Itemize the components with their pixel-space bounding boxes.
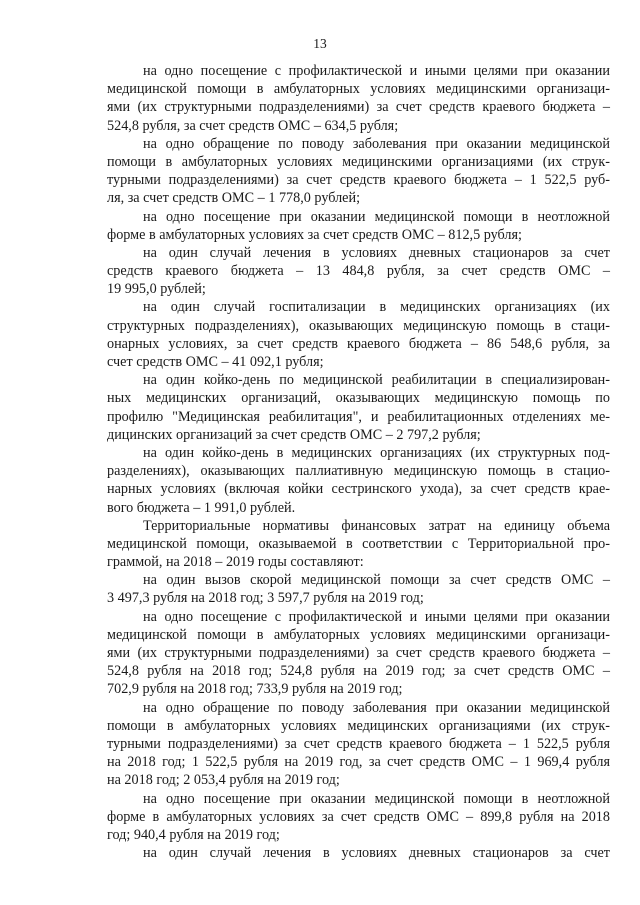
text-line: разделениях), оказывающих паллиативную медицинскую помощь в стацио- xyxy=(107,463,610,480)
text-line: средств краевого бюджета – 13 484,8 рубля, за счет средств ОМС – xyxy=(107,263,610,280)
text-line: дицинских организаций за счет средств ОМС – 2 797,2 рубля; xyxy=(107,426,481,443)
text-line: год; 940,4 рубля на 2019 год; xyxy=(107,826,280,843)
document-body xyxy=(107,62,610,862)
text-line: структурных подразделениях), оказывающих медицинскую помощь в стаци- xyxy=(107,317,610,334)
text-line: счет средств ОМС – 41 092,1 рубля; xyxy=(107,354,324,370)
paragraph-first-line: на одно обращение по поводу заболевания при оказании медицинской xyxy=(143,135,610,152)
text-line: помощи в амбулаторных условиях медицинских организациями (их струк- xyxy=(107,717,610,734)
text-line: нарных условиях (включая койки сестринского ухода), за счет средств крае- xyxy=(107,481,610,498)
page-number: 13 xyxy=(313,36,327,51)
text-line: ля, за счет средств ОМС – 1 778,0 рублей; xyxy=(107,190,361,207)
text-line: 19 995,0 рублей; xyxy=(107,281,206,298)
text-line: вого бюджета – 1 991,0 рублей. xyxy=(107,499,296,516)
text-line: онарных условиях, за счет средств краевого бюджета – 86 548,6 рубля, за xyxy=(107,335,610,352)
paragraph-first-line: на одно посещение с профилактической и иными целями при оказании xyxy=(143,608,610,625)
text-line: ями (их структурными подразделениями) за счет средств краевого бюджета – xyxy=(107,99,610,116)
text-line: медицинской помощи в амбулаторных условиях медицинскими организаци- xyxy=(107,81,610,98)
text-line: турными подразделениями) за счет средств краевого бюджета – 1 522,5 рубля xyxy=(107,735,610,752)
text-line: 3 497,3 рубля на 2018 год; 3 597,7 рубля на 2019 год; xyxy=(107,590,424,607)
text-line: на 2018 год; 2 053,4 рубля на 2019 год; xyxy=(107,772,340,789)
text-line: форме в амбулаторных условиях за счет средств ОМС – 812,5 рубля; xyxy=(107,226,522,243)
text-line: граммой, на 2018 – 2019 годы составляют: xyxy=(107,554,364,571)
paragraph-first-line: на один койко-день в медицинских организациях (их структурных под- xyxy=(143,444,610,461)
paragraph-first-line: на один койко-день по медицинской реабилитации в специализирован- xyxy=(143,372,610,389)
text-line: помощи в амбулаторных условиях медицинскими организациями (их струк- xyxy=(107,153,610,170)
text-line: ных медицинских организаций, оказывающих медицинскую помощь по xyxy=(107,390,610,407)
text-line: профилю "Медицинская реабилитация", и реабилитационных отделениях ме- xyxy=(107,408,610,425)
paragraph-first-line: на один вызов скорой медицинской помощи за счет средств ОМС – xyxy=(143,572,610,589)
text-line: ями (их структурными подразделениями) за счет средств краевого бюджета – xyxy=(107,645,610,661)
paragraph-first-line: Территориальные нормативы финансовых затрат на единицу объема xyxy=(143,517,610,534)
paragraph-first-line: на один случай госпитализации в медицинских организациях (их xyxy=(143,299,610,316)
paragraph-first-line: на одно посещение при оказании медицинской помощи в неотложной xyxy=(143,790,610,807)
paragraph-first-line: на одно обращение по поводу заболевания при оказании медицинской xyxy=(143,699,610,716)
text-line: 524,8 рубля, за счет средств ОМС – 634,5 рубля; xyxy=(107,117,399,134)
paragraph-first-line: на одно посещение при оказании медицинской помощи в неотложной xyxy=(143,208,610,225)
text-line: турными подразделениями) за счет средств краевого бюджета – 1 522,5 руб- xyxy=(107,172,610,189)
paragraph-first-line: на один случай лечения в условиях дневных стационаров за счет xyxy=(143,845,610,862)
paragraph-first-line: на одно посещение с профилактической и иными целями при оказании xyxy=(143,63,610,79)
text-line: 702,9 рубля на 2018 год; 733,9 рубля на 2019 год; xyxy=(107,681,403,698)
text-line: медицинской помощи, оказываемой в соответствии с Территориальной про- xyxy=(107,535,610,552)
paragraph-first-line: на один случай лечения в условиях дневных стационаров за счет xyxy=(143,244,610,261)
text-line: на 2018 год; 1 522,5 рубля на 2019 год, за счет средств ОМС – 1 969,4 рубля xyxy=(107,754,610,771)
text-line: медицинской помощи в амбулаторных условиях медицинскими организаци- xyxy=(107,626,610,643)
text-line: 524,8 рубля на 2018 год; 524,8 рубля на 2019 год; за счет средств ОМС – xyxy=(107,663,610,680)
text-line: форме в амбулаторных условиях за счет средств ОМС – 899,8 рубля на 2018 xyxy=(107,808,610,825)
